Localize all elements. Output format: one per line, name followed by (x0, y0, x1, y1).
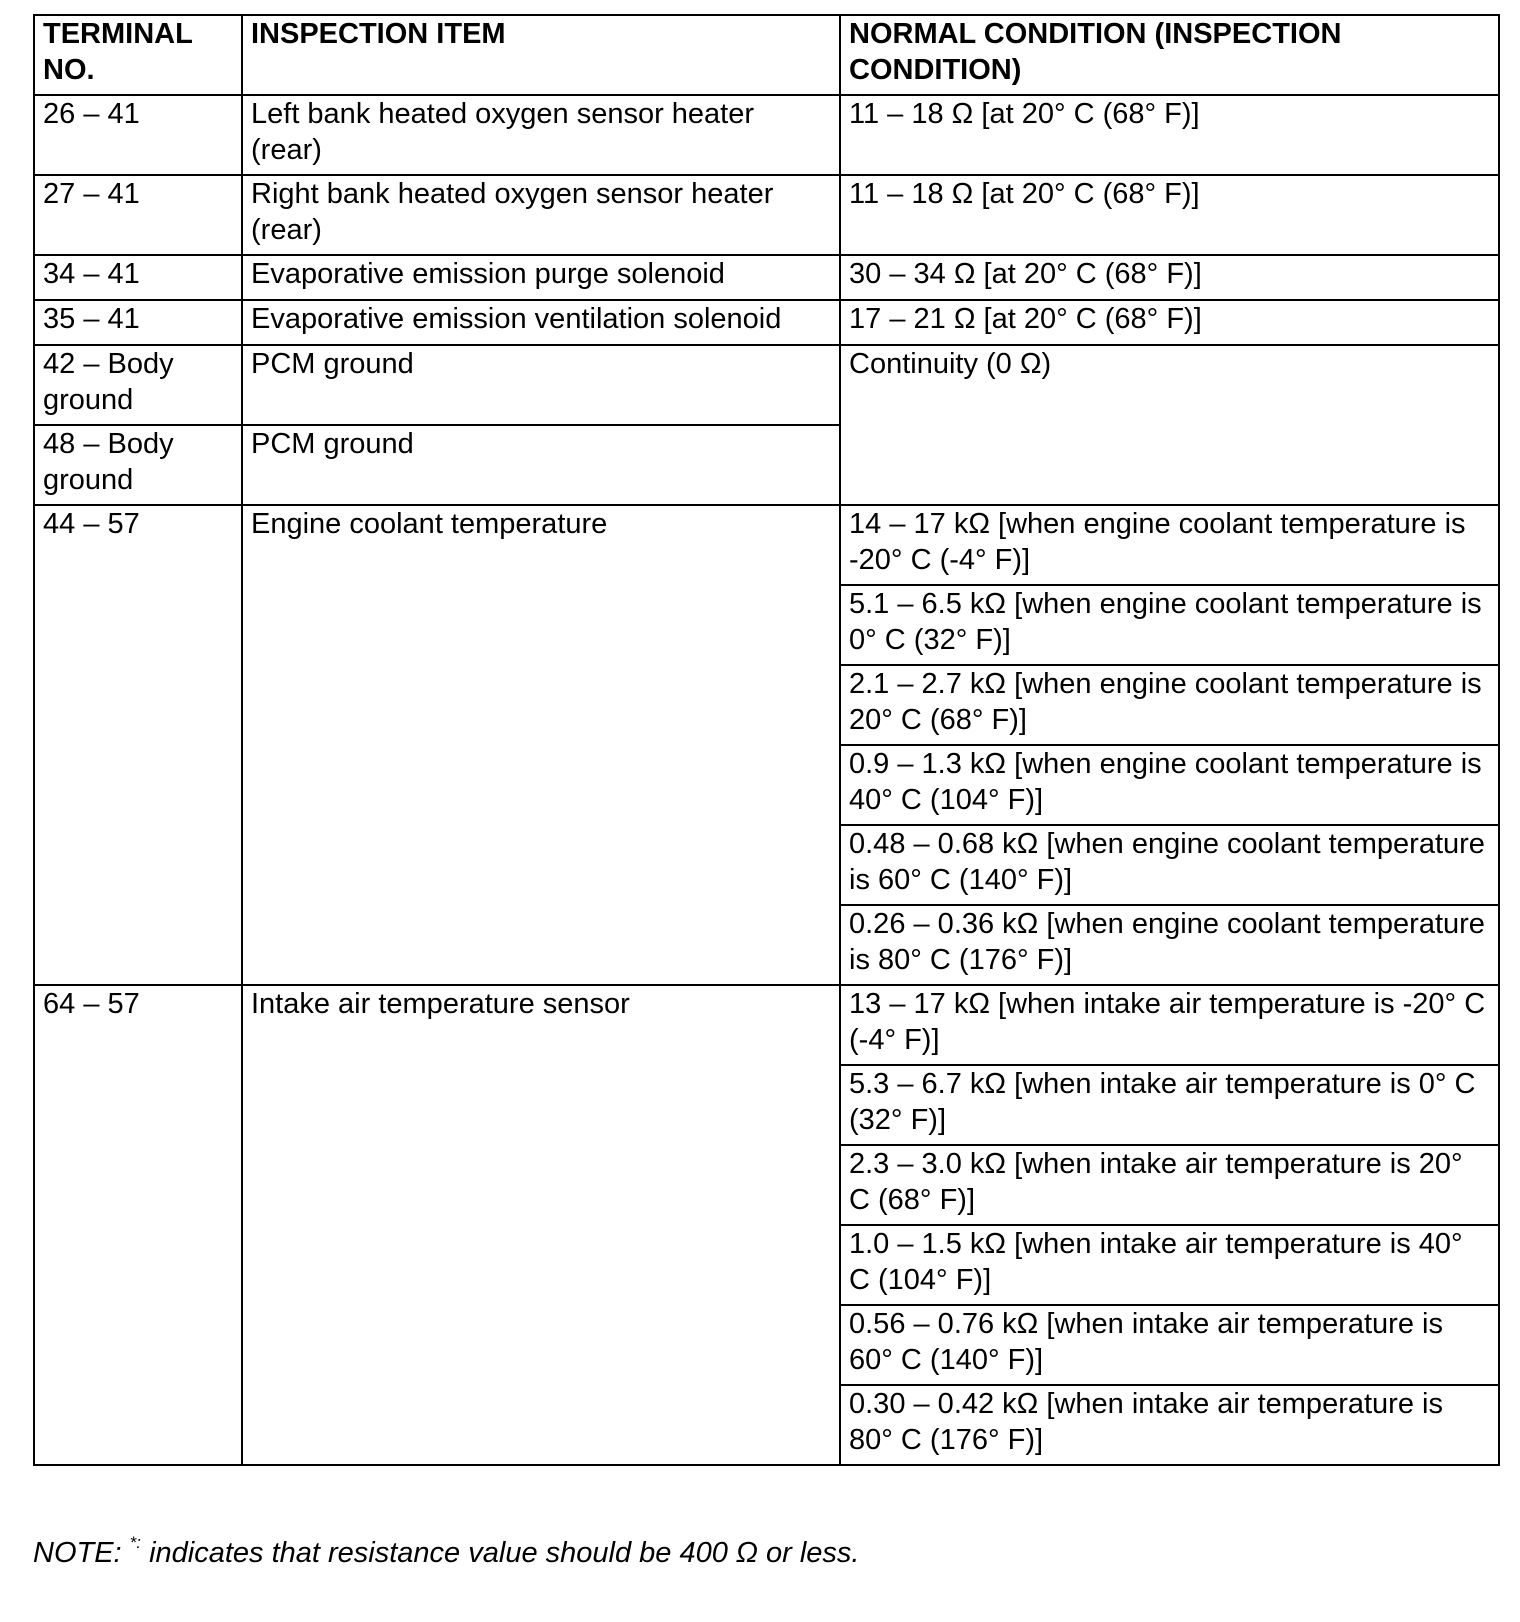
condition-cell: 14 – 17 kΩ [when engine coolant temperature is -20° C (-4° F)] (840, 505, 1499, 585)
header-normal-condition: NORMAL CONDITION (INSPECTION CONDITION) (840, 15, 1499, 95)
table-footnote (33, 1535, 860, 1571)
terminal-cell: 26 – 41 (34, 95, 242, 175)
condition-cell: 2.1 – 2.7 kΩ [when engine coolant temperature is 20° C (68° F)] (840, 665, 1499, 745)
table-header-row (34, 15, 1499, 95)
condition-cell: Continuity (0 Ω) (840, 345, 1499, 505)
header-terminal: TERMINAL NO. (34, 15, 242, 95)
table-row (34, 505, 1499, 585)
condition-cell: 0.9 – 1.3 kΩ [when engine coolant temperature is 40° C (104° F)] (840, 745, 1499, 825)
condition-cell: 11 – 18 Ω [at 20° C (68° F)] (840, 175, 1499, 255)
condition-cell: 0.26 – 0.36 kΩ [when engine coolant temperature is 80° C (176° F)] (840, 905, 1499, 985)
condition-cell: 11 – 18 Ω [at 20° C (68° F)] (840, 95, 1499, 175)
condition-cell: 2.3 – 3.0 kΩ [when intake air temperature is 20° C (68° F)] (840, 1145, 1499, 1225)
item-cell: Evaporative emission purge solenoid (242, 255, 840, 300)
item-cell: Right bank heated oxygen sensor heater (rear) (242, 175, 840, 255)
condition-cell: 5.1 – 6.5 kΩ [when engine coolant temperature is 0° C (32° F)] (840, 585, 1499, 665)
note-text: indicates that resistance value should be 400 Ω or less. (141, 1537, 860, 1569)
table-row (34, 345, 1499, 425)
item-cell: Intake air temperature sensor (242, 985, 840, 1465)
table-row (34, 985, 1499, 1065)
terminal-cell: 34 – 41 (34, 255, 242, 300)
table-row (34, 175, 1499, 255)
item-cell: Evaporative emission ventilation solenoid (242, 300, 840, 345)
terminal-cell: 64 – 57 (34, 985, 242, 1465)
header-inspection-item: INSPECTION ITEM (242, 15, 840, 95)
condition-cell: 5.3 – 6.7 kΩ [when intake air temperature is 0° C (32° F)] (840, 1065, 1499, 1145)
note-marker: *: (129, 1533, 142, 1552)
note-prefix: NOTE: (33, 1537, 130, 1569)
table-row (34, 255, 1499, 300)
condition-cell: 0.48 – 0.68 kΩ [when engine coolant temperature is 60° C (140° F)] (840, 825, 1499, 905)
item-cell: PCM ground (242, 345, 840, 425)
item-cell: PCM ground (242, 425, 840, 505)
terminal-cell: 27 – 41 (34, 175, 242, 255)
table-row (34, 300, 1499, 345)
item-cell: Left bank heated oxygen sensor heater (rear) (242, 95, 840, 175)
table-row (34, 95, 1499, 175)
condition-cell: 17 – 21 Ω [at 20° C (68° F)] (840, 300, 1499, 345)
terminal-cell: 48 – Body ground (34, 425, 242, 505)
condition-cell: 13 – 17 kΩ [when intake air temperature is -20° C (-4° F)] (840, 985, 1499, 1065)
condition-cell: 30 – 34 Ω [at 20° C (68° F)] (840, 255, 1499, 300)
terminal-cell: 35 – 41 (34, 300, 242, 345)
terminal-cell: 44 – 57 (34, 505, 242, 985)
item-cell: Engine coolant temperature (242, 505, 840, 985)
condition-cell: 0.30 – 0.42 kΩ [when intake air temperature is 80° C (176° F)] (840, 1385, 1499, 1465)
condition-cell: 1.0 – 1.5 kΩ [when intake air temperature is 40° C (104° F)] (840, 1225, 1499, 1305)
inspection-table (33, 14, 1500, 1466)
condition-cell: 0.56 – 0.76 kΩ [when intake air temperature is 60° C (140° F)] (840, 1305, 1499, 1385)
terminal-cell: 42 – Body ground (34, 345, 242, 425)
